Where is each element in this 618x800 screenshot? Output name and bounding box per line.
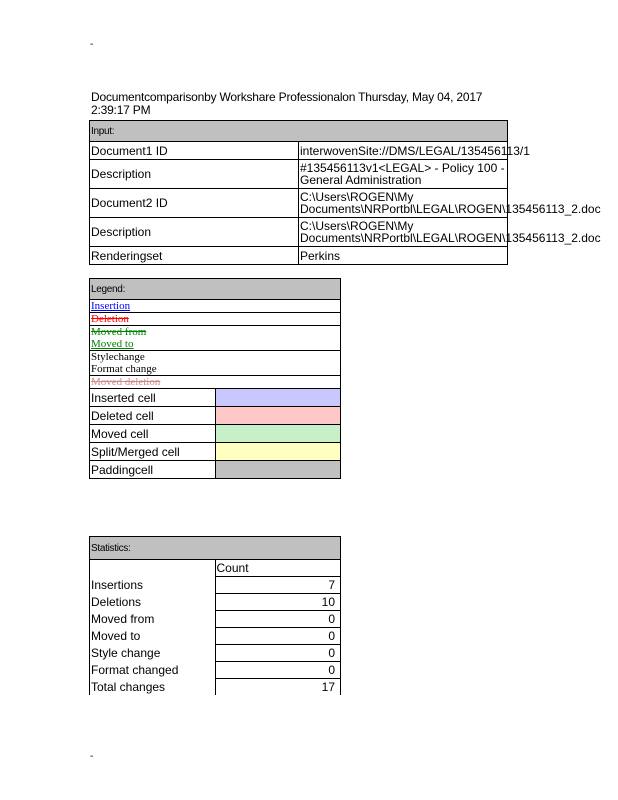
input-title: Input: bbox=[90, 121, 508, 142]
table-row bbox=[90, 577, 341, 594]
legend-moved-to bbox=[90, 338, 341, 351]
table-row bbox=[90, 142, 508, 160]
stat-count: 0 bbox=[215, 628, 341, 645]
moved-cell-label: Moved cell bbox=[90, 425, 216, 443]
legend-style-change bbox=[90, 351, 341, 364]
stat-count: 17 bbox=[215, 679, 341, 696]
legend-deletion bbox=[90, 313, 341, 326]
document2-id-label: Document2 ID bbox=[90, 189, 299, 218]
statistics-table bbox=[89, 536, 341, 695]
statistics-title: Statistics: bbox=[90, 537, 341, 560]
legend-title: Legend: bbox=[90, 279, 341, 300]
table-row bbox=[90, 247, 508, 265]
stat-count: 0 bbox=[215, 645, 341, 662]
count-header: Count bbox=[215, 560, 341, 577]
input-table bbox=[89, 120, 601, 265]
table-row bbox=[90, 218, 508, 247]
table-row bbox=[90, 611, 341, 628]
legend-table bbox=[89, 278, 341, 479]
description1-label: Description bbox=[90, 160, 299, 189]
stat-label: Moved to bbox=[90, 628, 216, 645]
moved-from-sample: Moved from bbox=[91, 326, 147, 338]
legend-format-change bbox=[90, 363, 341, 376]
stat-label: Total changes bbox=[90, 679, 216, 696]
legend-insertion bbox=[90, 300, 341, 313]
document2-id-value: C:\Users\ROGEN\My Documents\NRPortbl\LEGAL\ROGEN\135456113_2.doc bbox=[300, 190, 601, 216]
deleted-cell-label: Deleted cell bbox=[90, 407, 216, 425]
stat-label: Insertions bbox=[90, 577, 216, 594]
rendering-set-value: Perkins bbox=[299, 247, 508, 265]
split-merged-cell-label: Split/Merged cell bbox=[90, 443, 216, 461]
table-row bbox=[90, 160, 508, 189]
document1-id-label: Document1 ID bbox=[90, 142, 299, 160]
moved-deletion-sample: Moved deletion bbox=[91, 376, 161, 388]
legend-moved-from bbox=[90, 326, 341, 339]
table-row bbox=[90, 645, 341, 662]
legend-moved-deletion bbox=[90, 376, 341, 389]
stat-label: Format changed bbox=[90, 662, 216, 679]
inserted-cell-swatch bbox=[215, 389, 341, 407]
description2-value: C:\Users\ROGEN\My Documents\NRPortbl\LEGAL\ROGEN\135456113_2.doc bbox=[300, 219, 601, 245]
top-page-mark: - bbox=[90, 39, 94, 50]
stat-label: Style change bbox=[90, 645, 216, 662]
stat-count: 0 bbox=[215, 662, 341, 679]
stat-label: Moved from bbox=[90, 611, 216, 628]
insertion-sample: Insertion bbox=[91, 300, 131, 312]
moved-to-sample: Moved to bbox=[91, 338, 134, 350]
rendering-set-label: Renderingset bbox=[90, 247, 299, 265]
split-merged-cell-swatch bbox=[215, 443, 341, 461]
table-row bbox=[90, 594, 341, 611]
count-header-blank bbox=[90, 560, 216, 577]
description1-value: #135456113v1<LEGAL> - Policy 100 - General Administration bbox=[299, 160, 508, 189]
deletion-sample: Deletion bbox=[91, 313, 129, 325]
inserted-cell-label: Inserted cell bbox=[90, 389, 216, 407]
padding-cell-label: Paddingcell bbox=[90, 461, 216, 479]
table-row bbox=[90, 628, 341, 645]
stat-count: 10 bbox=[215, 594, 341, 611]
document1-id-value: interwovenSite://DMS/LEGAL/135456113/1 bbox=[300, 143, 530, 158]
description2-label: Description bbox=[90, 218, 299, 247]
table-row bbox=[90, 679, 341, 696]
table-row bbox=[90, 662, 341, 679]
stat-count: 0 bbox=[215, 611, 341, 628]
stat-label: Deletions bbox=[90, 594, 216, 611]
padding-cell-swatch bbox=[215, 461, 341, 479]
stat-count: 7 bbox=[215, 577, 341, 594]
table-row bbox=[90, 189, 508, 218]
bottom-page-mark: - bbox=[90, 751, 94, 762]
style-change-sample: Stylechange bbox=[91, 351, 145, 363]
moved-cell-swatch bbox=[215, 425, 341, 443]
deleted-cell-swatch bbox=[215, 407, 341, 425]
format-change-sample: Format change bbox=[91, 363, 157, 375]
comparison-heading: Documentcomparisonby Workshare Professionalon Thursday, May 04, 2017 2:39:17 PM bbox=[91, 90, 483, 117]
